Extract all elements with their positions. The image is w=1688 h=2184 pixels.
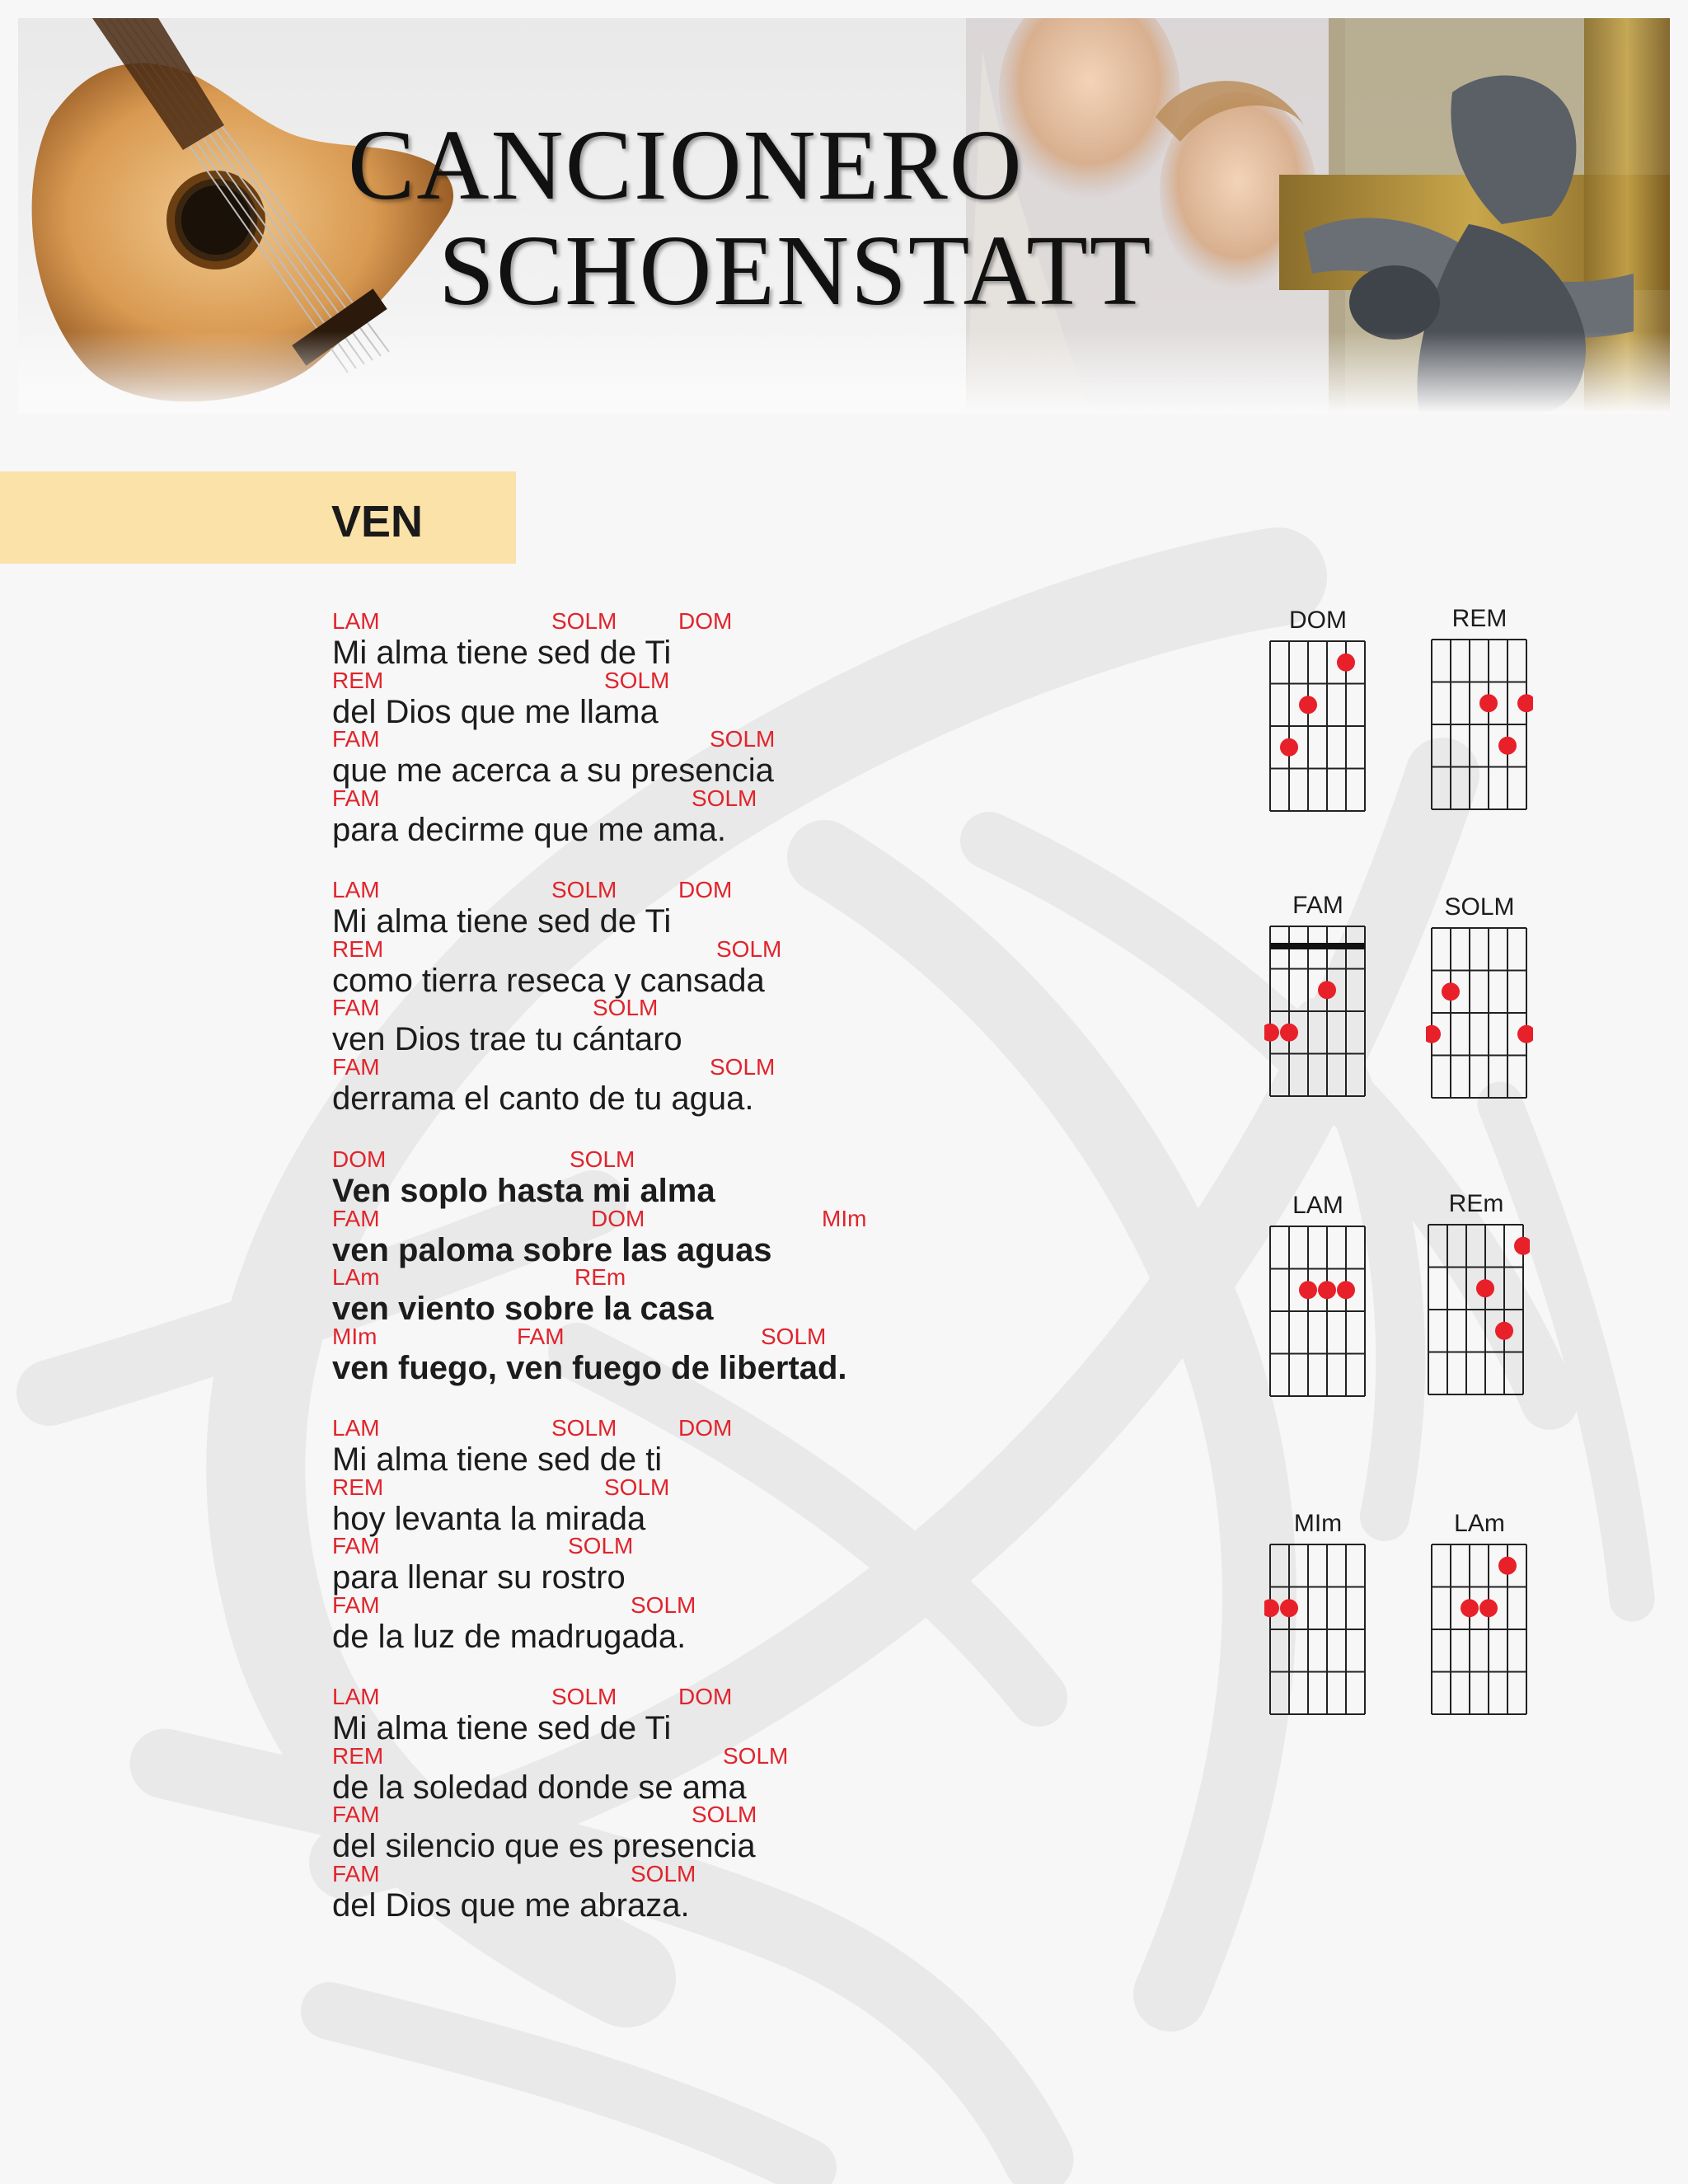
chord-finger-dot (1299, 1281, 1317, 1299)
lyric-line: para llenar su rostro (332, 1559, 626, 1596)
chord-label: FAM (332, 785, 380, 811)
chord-label: SOLM (692, 785, 757, 811)
chord-finger-dot (1495, 1322, 1513, 1340)
chord-label: REM (332, 936, 384, 962)
chord-label: FAM (332, 1206, 380, 1231)
chord-diagram-name: DOM (1289, 607, 1347, 634)
chord-finger-dot (1517, 694, 1533, 712)
chord-label: FAM (517, 1324, 565, 1349)
chord-label: SOLM (692, 1802, 757, 1827)
chord-label: SOLM (551, 1415, 617, 1441)
chord-finger-dot (1514, 1237, 1530, 1255)
lyric-line: Ven soplo hasta mi alma (332, 1173, 715, 1209)
chord-label: FAM (332, 726, 380, 752)
chord-label: MIm (822, 1206, 867, 1231)
lyric-line: Mi alma tiene sed de Ti (332, 903, 672, 940)
chord-label: FAM (332, 1054, 380, 1080)
lyric-line: para decirme que me ama. (332, 812, 727, 848)
chord-label: SOLM (631, 1861, 696, 1886)
chord-finger-dot (1264, 1024, 1279, 1042)
chord-label: FAM (332, 995, 380, 1020)
lyric-line: hoy levanta la mirada (332, 1501, 646, 1537)
chord-label: SOLM (723, 1743, 789, 1769)
chord-label: FAM (332, 1861, 380, 1886)
chord-label: REM (332, 668, 384, 693)
chord-label: REm (574, 1264, 626, 1290)
chord-label: FAM (332, 1533, 380, 1558)
chord-finger-dot (1280, 1024, 1298, 1042)
chord-finger-dot (1318, 1281, 1336, 1299)
banner-title-line1: CANCIONERO (348, 110, 1024, 221)
chord-finger-dot (1461, 1599, 1479, 1617)
chord-label: DOM (678, 1684, 733, 1709)
lyrics-section (332, 610, 1239, 1929)
chord-diagram-name: REM (1451, 605, 1507, 632)
chord-diagram-name: SOLM (1444, 893, 1515, 921)
chord-label: DOM (678, 1415, 733, 1441)
chord-label: DOM (332, 1146, 387, 1172)
chord-finger-dot (1479, 694, 1498, 712)
chord-label: SOLM (551, 877, 617, 902)
chord-label: SOLM (551, 1684, 617, 1709)
chord-barre (1270, 943, 1365, 949)
chord-diagram-mim (1264, 1511, 1372, 1718)
chord-label: SOLM (710, 726, 776, 752)
chord-diagram-fam (1264, 893, 1372, 1099)
lyric-line: ven fuego, ven fuego de libertad. (332, 1350, 847, 1386)
chord-label: LAM (332, 877, 380, 902)
chord-finger-dot (1264, 1599, 1279, 1617)
header-banner (18, 18, 1670, 414)
chord-label: SOLM (604, 668, 670, 693)
chord-diagram-rem-minor (1423, 1192, 1530, 1398)
chord-label: SOLM (761, 1324, 827, 1349)
chord-diagram-lam (1264, 1193, 1372, 1399)
chord-label: LAM (332, 608, 380, 634)
chord-label: SOLM (716, 936, 782, 962)
chord-diagram-name: MIm (1293, 1510, 1343, 1537)
lyric-line: de la luz de madrugada. (332, 1619, 687, 1655)
chord-finger-dot (1426, 1025, 1441, 1043)
chord-label: REM (332, 1474, 384, 1500)
chord-diagram-name: LAM (1292, 1192, 1343, 1219)
chord-finger-dot (1476, 1279, 1494, 1297)
lyric-line: derrama el canto de tu agua. (332, 1080, 754, 1117)
chord-diagram-name: REm (1448, 1190, 1504, 1217)
chord-label: MIm (332, 1324, 377, 1349)
song-title: VEN (331, 497, 424, 546)
chord-finger-dot (1498, 737, 1517, 755)
chord-label: SOLM (710, 1054, 776, 1080)
chord-diagram-name: LAm (1454, 1510, 1505, 1537)
lyric-line: de la soledad donde se ama (332, 1769, 747, 1806)
lyric-line: ven Dios trae tu cántaro (332, 1021, 682, 1057)
chord-label: LAm (332, 1264, 380, 1290)
lyric-line: Mi alma tiene sed de ti (332, 1441, 663, 1478)
chord-finger-dot (1318, 981, 1336, 999)
chord-label: SOLM (551, 608, 617, 634)
chord-finger-dot (1299, 696, 1317, 714)
lyric-line: del Dios que me abraza. (332, 1887, 690, 1924)
chord-label: SOLM (593, 995, 659, 1020)
chord-diagram-lam-minor (1426, 1511, 1533, 1718)
lyric-line: que me acerca a su presencia (332, 752, 774, 789)
chord-label: LAM (332, 1415, 380, 1441)
chord-diagram-rem (1426, 607, 1533, 813)
lyric-line: del silencio que es presencia (332, 1828, 756, 1864)
chord-label: DOM (591, 1206, 645, 1231)
chord-diagram-dom (1264, 608, 1372, 814)
chord-finger-dot (1280, 1599, 1298, 1617)
chord-finger-dot (1479, 1599, 1498, 1617)
lyric-line: Mi alma tiene sed de Ti (332, 1710, 672, 1746)
lyric-line: Mi alma tiene sed de Ti (332, 635, 672, 671)
lyric-line: ven paloma sobre las aguas (332, 1232, 772, 1268)
song-title-bar (0, 471, 516, 564)
chord-finger-dot (1337, 1281, 1355, 1299)
chord-label: DOM (678, 608, 733, 634)
chord-label: FAM (332, 1592, 380, 1618)
chord-label: SOLM (568, 1533, 634, 1558)
chord-finger-dot (1498, 1557, 1517, 1575)
chord-finger-dot (1442, 982, 1460, 1001)
banner-title-line2: SCHOENSTATT (438, 215, 1153, 326)
chord-label: FAM (332, 1802, 380, 1827)
chord-diagram-solm (1426, 895, 1533, 1101)
chord-label: SOLM (570, 1146, 635, 1172)
chord-finger-dot (1517, 1025, 1533, 1043)
chord-finger-dot (1280, 738, 1298, 757)
chord-label: SOLM (631, 1592, 696, 1618)
chord-label: LAM (332, 1684, 380, 1709)
lyric-line: del Dios que me llama (332, 694, 659, 730)
chord-label: DOM (678, 877, 733, 902)
chord-label: REM (332, 1743, 384, 1769)
lyric-line: ven viento sobre la casa (332, 1291, 714, 1327)
chord-finger-dot (1337, 654, 1355, 672)
chord-label: SOLM (604, 1474, 670, 1500)
chord-diagram-name: FAM (1292, 892, 1343, 919)
lyric-line: como tierra reseca y cansada (332, 963, 765, 999)
